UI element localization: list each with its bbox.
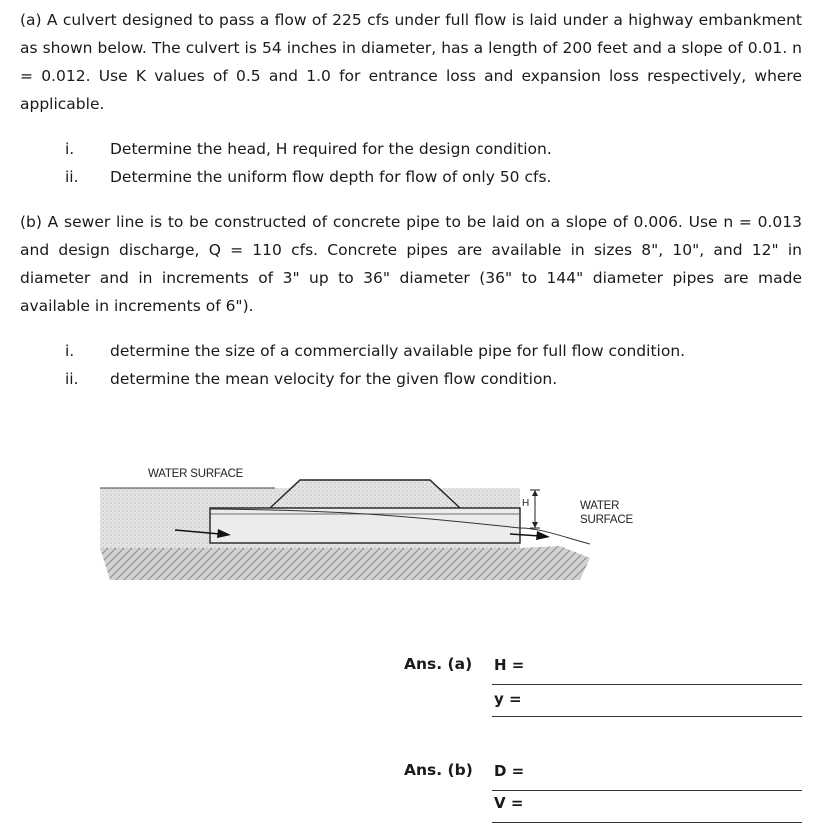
answer-d-line[interactable] <box>492 790 802 791</box>
answer-v-line[interactable] <box>492 822 802 823</box>
list-item-number: i. <box>65 342 75 360</box>
downstream-water-label-line1: WATER <box>580 500 620 512</box>
list-item-text: determine the size of a commercially available pipe for full flow condition. <box>110 342 686 360</box>
downstream-water-label-line2: SURFACE <box>580 514 633 526</box>
answer-y-key: y = <box>494 690 522 708</box>
answer-y-line[interactable] <box>492 716 802 717</box>
part-a-list <box>0 135 816 191</box>
list-item-number: ii. <box>65 370 79 388</box>
list-item <box>0 163 816 191</box>
ground <box>100 546 590 580</box>
answer-b-label: Ans. (b) <box>404 761 473 779</box>
culvert-diagram <box>90 462 633 587</box>
list-item-number: ii. <box>65 168 79 186</box>
answer-a-label: Ans. (a) <box>404 655 473 673</box>
answer-v-key: V = <box>494 794 524 812</box>
embankment <box>270 480 460 508</box>
list-item-text: Determine the head, H required for the design condition. <box>110 140 552 158</box>
part-b-text: (b) A sewer line is to be constructed of concrete pipe to be laid on a slope of 0.006. Use n = 0.013 and design discharge, Q = 110 cfs. Concrete pipes are available in sizes 8", 10", and 12" in diameter and in increments of 3" up to 36" diameter (36" to 144" diameter pipes are made available in increments of 6"). <box>20 213 802 315</box>
list-item-text: determine the mean velocity for the given flow condition. <box>110 370 558 388</box>
list-item-number: i. <box>65 140 75 158</box>
answer-h-line[interactable] <box>492 684 802 685</box>
list-item <box>0 135 816 163</box>
culvert-pipe <box>210 508 520 543</box>
answer-d-key: D = <box>494 762 525 780</box>
part-b-list <box>0 337 816 393</box>
list-item <box>0 365 816 393</box>
answer-h-key: H = <box>494 656 525 674</box>
head-label: H <box>522 498 530 509</box>
upstream-water-label: WATER SURFACE <box>148 468 244 480</box>
list-item-text: Determine the uniform flow depth for flow of only 50 cfs. <box>110 168 552 186</box>
list-item <box>0 337 816 365</box>
culvert-diagram-svg <box>90 462 590 587</box>
part-a-text: (a) A culvert designed to pass a flow of 225 cfs under full flow is laid under a highway embankment as shown below. The culvert is 54 inches in diameter, has a length of 200 feet and a slope of 0.01. n = 0.012. Use K values of 0.5 and 1.0 for entrance loss and expansion loss respectively, where applicable. <box>20 11 802 113</box>
